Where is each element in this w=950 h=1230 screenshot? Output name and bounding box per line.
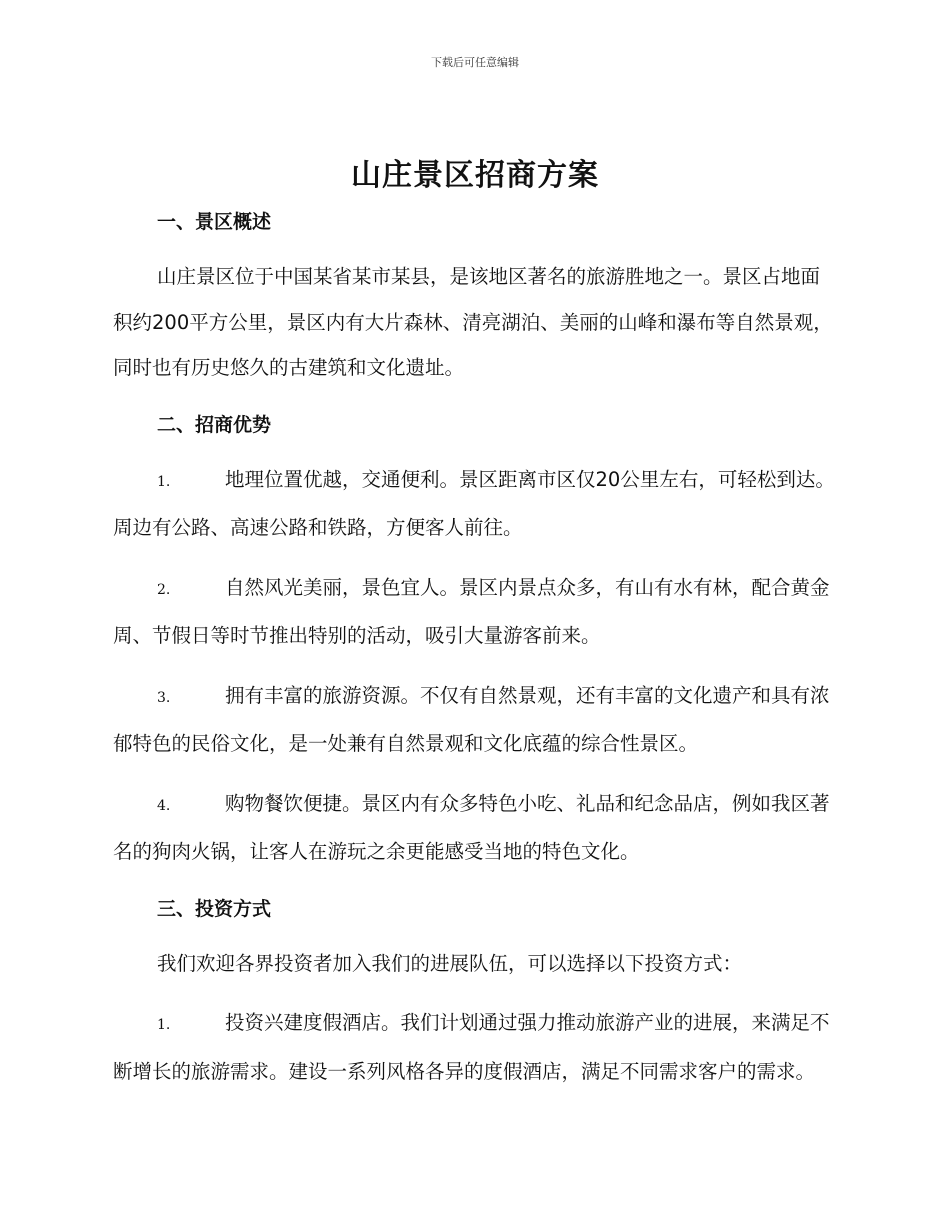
list-item-text: 投资兴建度假酒店。我们计划通过强力推动旅游产业的进展，来满足不断增长的旅游需求。建设一系列风格各异的度假酒店，满足不同需求客户的需求。 (113, 1011, 830, 1083)
list-item-number: 1. (157, 473, 171, 490)
list-item (113, 565, 835, 659)
list-item-number: 1. (157, 1017, 171, 1033)
list-item (113, 1000, 835, 1094)
list-item-text: 自然风光美丽，景色宜人。景区内景点众多，有山有水有林，配合黄金周、节假日等时节推出特别的活动，吸引大量游客前来。 (113, 575, 830, 647)
list-item (113, 457, 835, 551)
section-heading-advantages: 二、招商优势 (157, 413, 272, 436)
list-item-text: 购物餐饮便捷。景区内有众多特色小吃、礼品和纪念品店，例如我区著名的狗肉火锅，让客人在游玩之余更能感受当地的特色文化。 (113, 791, 830, 863)
investment-intro-paragraph: 我们欢迎各界投资者加入我们的进展队伍，可以选择以下投资方式： (157, 951, 743, 975)
overview-paragraph: 山庄景区位于中国某省某市某县，是该地区著名的旅游胜地之一。景区占地面积约200平方公里，景区内有大片森林、清亮湖泊、美丽的山峰和瀑布等自然景观，同时也有历史悠久的古建筑和文化遗址。 (113, 265, 833, 379)
list-item-number: 2. (157, 581, 171, 598)
section-heading-overview: 一、景区概述 (157, 211, 272, 233)
list-item-number: 4. (157, 797, 171, 814)
list-item (113, 781, 835, 875)
list-item-number: 3. (157, 689, 171, 706)
list-item-text: 地理位置优越，交通便利。景区距离市区仅20公里左右，可轻松到达。周边有公路、高速公路和铁路，方便客人前往。 (113, 467, 835, 539)
list-item-text: 拥有丰富的旅游资源。不仅有自然景观，还有丰富的文化遗产和具有浓郁特色的民俗文化，是一处兼有自然景观和文化底蕴的综合性景区。 (113, 683, 830, 755)
page-header: 下载后可任意编辑 (431, 56, 519, 69)
document-body (113, 202, 835, 1094)
list-item (113, 673, 835, 767)
section-heading-investment: 三、投资方式 (157, 897, 272, 920)
document-title: 山庄景区招商方案 (351, 158, 599, 193)
